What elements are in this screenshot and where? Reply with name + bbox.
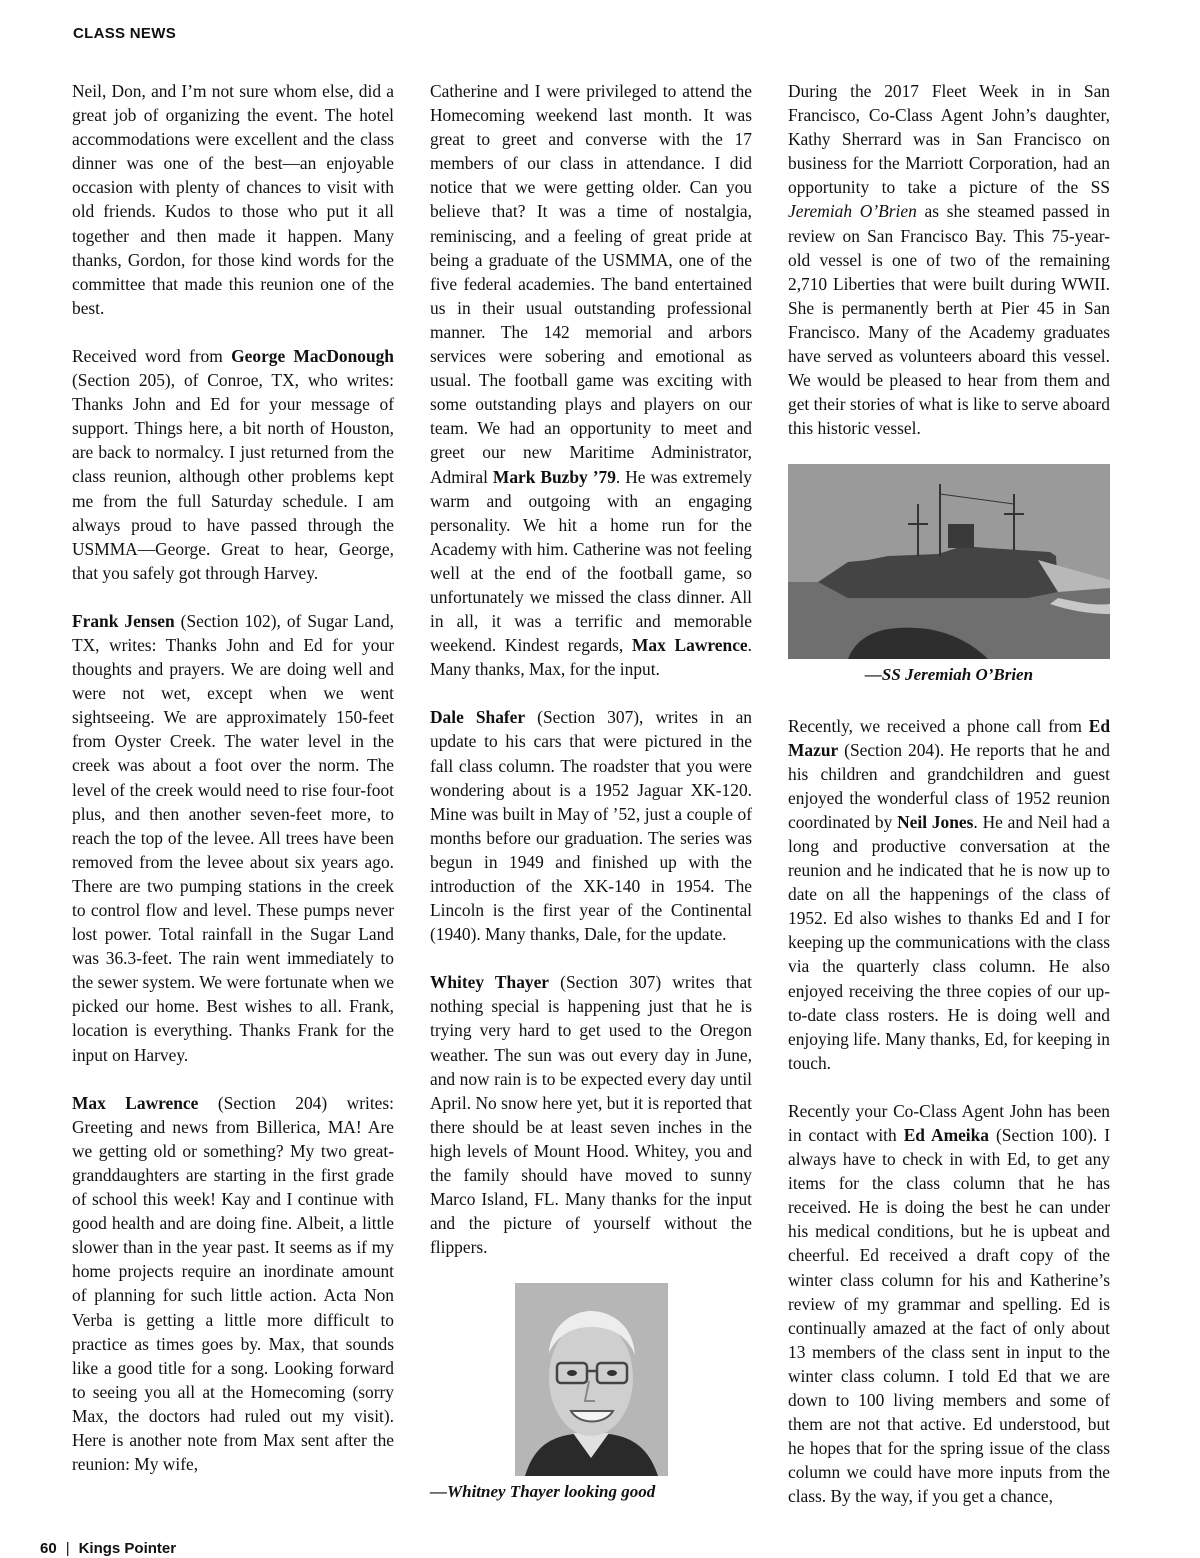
paragraph-whitey-thayer <box>430 970 752 1259</box>
ship-photo <box>788 464 1110 659</box>
portrait-caption: —Whitney Thayer looking good <box>430 1482 656 1502</box>
page-number: 60 <box>40 1540 57 1557</box>
column-2 <box>430 79 752 1531</box>
member-name: Frank Jensen <box>72 610 175 631</box>
member-name: Dale Shafer <box>430 707 526 728</box>
member-name: Max Lawrence <box>72 1092 199 1113</box>
paragraph-text: (Section 100). I always have to check in with Ed, to get any items for the class column that he has received. He is doing the best he can under his medical conditions, but he is upbeat and cheerful. Ed received a draft copy of the winter class column for his and Katherine’s review of my grammar and spelling. Ed is continually amazed at the fact of only about 13 members of the class sent in input to the winter class column. I told Ed that we are down to 100 living members and some of them are not that active. Ed understood, but he hopes that for the spring issue of the class column we could have more inputs from the class. By the way, if you get a chance, <box>788 1125 1111 1507</box>
section-title: CLASS NEWS <box>73 25 177 42</box>
paragraph-homecoming <box>430 79 752 681</box>
paragraph-text: During the 2017 Fleet Week in in San Francisco, Co-Class Agent John’s daughter, Kathy Sherrard was in San Francisco on business for the Marriott Corporation, had an opportunity to take a picture of the SS <box>788 81 1110 198</box>
paragraph-text: . Many thanks, Max, for the input. <box>430 635 752 680</box>
member-name: George MacDonough <box>231 345 394 366</box>
ship-caption: —SS Jeremiah O’Brien <box>864 665 1034 685</box>
footer-separator: | <box>65 1540 70 1557</box>
paragraph-text: as she steamed passed in review on San Francisco Bay. This 75-year-old vessel is one of two of the remaining 2,710 Liberties that were built during WWII. She is permanently berth at Pier 45 in San Francisco. Many of the Academy graduates have served as volunteers aboard this vessel. We would be pleased to hear from them and get their stories of what is like to serve aboard this historic vessel. <box>788 201 1110 439</box>
column-3 <box>788 79 1110 1509</box>
paragraph-reunion-thanks <box>72 79 394 320</box>
paragraph-frank-jensen <box>72 609 394 1067</box>
paragraph-text: Recently your Co-Class Agent John has been in contact with <box>788 1100 1110 1145</box>
paragraph-text: (Section 307) writes that nothing special is happening just that he is trying very hard to get used to the Oregon weather. The sun was out every day in June, and now rain is to be expected every day until April. No snow here yet, but it is reported that there should be at least seven inches in the high levels of Mount Hood. Whitey, you and the family should have moved to sunny Marco Island, FL. Many thanks for the input and the picture of yourself without the flippers. <box>430 972 752 1258</box>
ship-name: Jeremiah O’Brien <box>788 201 917 222</box>
paragraph-text: (Section 307), writes in an update to his cars that were pictured in the fall class column. The roadster that you were wondering about is a 1952 Jaguar XK-120. Mine was built in May of ’52, just a couple of months before our graduation. The series was begun in 1949 and finished up with the introduction of the XK-140 in 1954. The Lincoln is the first year of the Continental (1940). Many thanks, Dale, for the update. <box>430 707 752 945</box>
member-name: Max Lawrence <box>632 635 748 656</box>
paragraph-text: Received word from <box>72 345 232 366</box>
paragraph-george-macdonough <box>72 344 394 585</box>
member-name: Neil Jones <box>897 811 974 832</box>
paragraph-text: Neil, Don, and I’m not sure whom else, did a great job of organizing the event. The hotel accommodations were excellent and the class dinner was one of the best—an enjoyable occasion with plenty of chances to visit with old friends. Kudos to those who put it all together and then made it happen. Many thanks, Gordon, for those kind words for the committee that made this reunion one of the best. <box>72 81 394 318</box>
member-name: Mark Buzby ’79 <box>492 466 616 487</box>
paragraph-text: . He and Neil had a long and productive conversation at the reunion and he indicated that he is now up to date on all the happenings of the class of 1952. Ed also wishes to thanks Ed and I for keeping up the communications with the class via the quarterly class column. He also enjoyed receiving the three copies of our up-to-date class rosters. He is doing well and enjoying life. Many thanks, Ed, for keeping in touch. <box>788 811 1110 1073</box>
paragraph-text: Catherine and I were privileged to attend the Homecoming weekend last month. It was great to greet and converse with the 17 members of our class in attendance. I did notice that we were getting older. Can you believe that? It was a time of nostalgia, reminiscing, and a feeling of great pride at being a graduate of the USMMA, one of the five federal academies. The band entertained us in their usual outstanding professional manner. The 142 memorial and arbors services were sobering and emotional as usual. The football game was exciting with some outstanding plays and players on our team. We had an opportunity to meet and greet our new Maritime Administrator, Admiral <box>430 81 752 487</box>
member-name: Ed Mazur <box>788 715 1110 760</box>
column-1 <box>72 79 394 1476</box>
member-name: Whitey Thayer <box>430 972 550 993</box>
page-footer <box>40 1540 176 1557</box>
portrait-photo <box>515 1283 668 1476</box>
paragraph-dale-shafer <box>430 705 752 946</box>
paragraph-fleet-week <box>788 79 1110 440</box>
paragraph-ed-mazur <box>788 714 1110 1075</box>
paragraph-text: (Section 204) writes: Greeting and news from Billerica, MA! Are we getting old or something? My two great-granddaughters are starting in the first grade of school this week! Kay and I continue with good health and are doing fine. Albeit, a little slower than in the year past. It seems as if my home projects require an inordinate amount of planning for such little action. Acta Non Verba is getting a little more difficult to practice as times goes by. Max, that sounds like a good title for a song. Looking forward to seeing you all at the Homecoming (sorry Max, the doctors had ruled out my visit). Here is another note from Max sent after the reunion: My wife, <box>72 1092 394 1475</box>
paragraph-ed-ameika <box>788 1099 1110 1509</box>
paragraph-text: (Section 204). He reports that he and his children and grandchildren and guest enjoyed the wonderful class of 1952 reunion coordinated by <box>788 739 1110 832</box>
paragraph-text: (Section 205), of Conroe, TX, who writes: Thanks John and Ed for your message of support. Things here, a bit north of Houston, are back to normalcy. I just returned from the class reunion, although other problems kept me from the full Saturday schedule. I am always proud to have passed through the USMMA—George. Great to hear, George, that you safely got through Harvey. <box>72 370 394 583</box>
paragraph-text: Recently, we received a phone call from <box>788 715 1089 736</box>
paragraph-max-lawrence <box>72 1091 394 1477</box>
paragraph-text: . He was extremely warm and outgoing with an engaging personality. We hit a home run for the Academy with him. Catherine was not feeling well at the end of the football game, so unfortunately we missed the class dinner. All in all, it was a terrific and memorable weekend. Kindest regards, <box>430 466 752 656</box>
member-name: Ed Ameika <box>903 1125 989 1145</box>
publication-name: Kings Pointer <box>78 1540 177 1557</box>
paragraph-text: (Section 102), of Sugar Land, TX, writes: Thanks John and Ed for your thoughts and prayers. We are doing well and were not wet, except when we went sightseeing. We are approximately 150-feet from Oyster Creek. The water level in the creek was about a foot over the norm. The level of the creek would need to rise four-foot plus, and then another seven-feet more, to reach the top of the levee. All trees have been removed from the levee about six years ago. There are two pumping stations in the creek to control flow and level. These pumps never lost power. Total rainfall in the Sugar Land was 36.3-feet. The rain went immediately to the sewer system. We were fortunate when we picked our home. Best wishes to all. Frank, location is everything. Thanks Frank for the input on Harvey. <box>72 610 394 1065</box>
